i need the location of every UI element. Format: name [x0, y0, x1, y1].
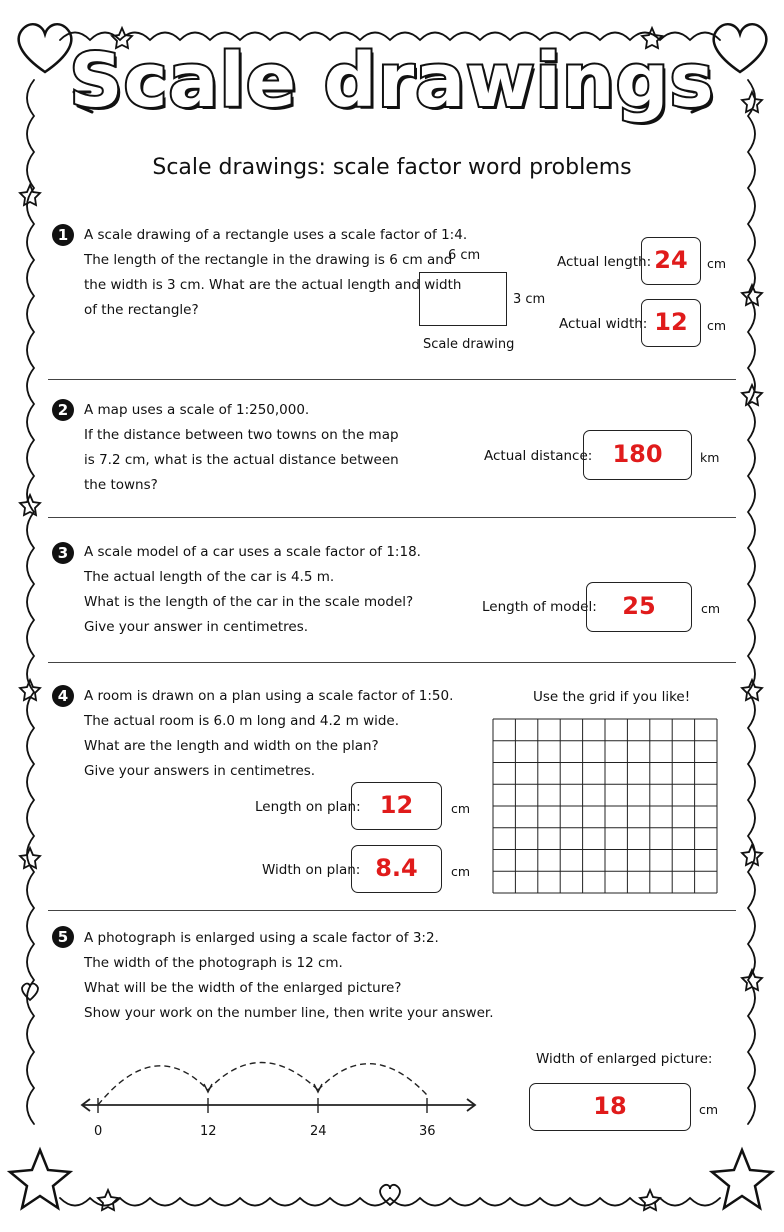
length-of-model-answer[interactable]: 25 [586, 582, 692, 632]
question-line: A map uses a scale of 1:250,000. [84, 402, 310, 418]
tick-label-36: 36 [419, 1124, 436, 1139]
grid-caption: Use the grid if you like! [533, 689, 691, 705]
divider [48, 910, 736, 911]
question-3-number: 3 [52, 542, 74, 564]
question-line: A room is drawn on a plan using a scale factor of 1:50. [84, 688, 454, 704]
question-2-number: 2 [52, 399, 74, 421]
actual-distance-label: Actual distance: [484, 448, 593, 464]
question-5-text [84, 926, 494, 1026]
question-line: the towns? [84, 477, 158, 493]
length-on-plan-unit: cm [451, 801, 471, 816]
question-line: If the distance between two towns on the map [84, 427, 399, 443]
question-line: A photograph is enlarged using a scale factor of 3:2. [84, 930, 439, 946]
question-line: A scale model of a car uses a scale factor of 1:18. [84, 544, 421, 560]
question-line: Give your answer in centimetres. [84, 619, 309, 635]
actual-width-unit: cm [707, 318, 727, 333]
question-line: What will be the width of the enlarged picture? [84, 980, 402, 996]
question-line: What is the length of the car in the scale model? [84, 594, 414, 610]
actual-distance-answer[interactable]: 180 [583, 430, 692, 480]
question-5-number: 5 [52, 926, 74, 948]
question-3-text [84, 540, 421, 640]
actual-distance-unit: km [700, 450, 720, 465]
actual-length-unit: cm [707, 256, 727, 271]
tick-label-12: 12 [200, 1124, 217, 1139]
question-line: The length of the rectangle in the drawing is 6 cm and [84, 252, 453, 268]
length-of-model-label: Length of model: [482, 599, 597, 615]
divider [48, 379, 736, 380]
width-on-plan-answer[interactable]: 8.4 [351, 845, 442, 893]
question-line: Give your answers in centimetres. [84, 763, 316, 779]
divider [48, 517, 736, 518]
actual-width-label: Actual width: [559, 316, 648, 332]
enlarged-width-label: Width of enlarged picture: [536, 1051, 713, 1067]
enlarged-width-unit: cm [699, 1102, 719, 1117]
width-on-plan-label: Width on plan: [262, 862, 361, 878]
page-title: Scale drawings [69, 38, 715, 124]
question-4-number: 4 [52, 685, 74, 707]
length-of-model-unit: cm [701, 601, 721, 616]
actual-length-label: Actual length: [557, 254, 652, 270]
tick-label-0: 0 [94, 1124, 103, 1139]
enlarged-width-answer[interactable]: 18 [529, 1083, 691, 1131]
scale-drawing-rectangle [419, 272, 507, 326]
length-on-plan-answer[interactable]: 12 [351, 782, 442, 830]
question-line: is 7.2 cm, what is the actual distance between [84, 452, 399, 468]
length-on-plan-label: Length on plan: [255, 799, 361, 815]
drawing-grid[interactable] [492, 718, 718, 894]
question-line: What are the length and width on the plan? [84, 738, 379, 754]
question-1-text [84, 223, 467, 323]
question-line: of the rectangle? [84, 302, 199, 318]
question-line: The width of the photograph is 12 cm. [84, 955, 343, 971]
question-line: Show your work on the number line, then write your answer. [84, 1005, 494, 1021]
question-1-number: 1 [52, 224, 74, 246]
question-line: A scale drawing of a rectangle uses a scale factor of 1:4. [84, 227, 468, 243]
tick-label-24: 24 [310, 1124, 327, 1139]
rectangle-length-label: 6 cm [448, 248, 481, 263]
actual-length-answer[interactable]: 24 [641, 237, 701, 285]
question-line: the width is 3 cm. What are the actual length and width [84, 277, 462, 293]
question-4-text [84, 684, 453, 784]
page-subtitle: Scale drawings: scale factor word problems [152, 155, 632, 180]
rectangle-width-label: 3 cm [513, 292, 546, 307]
question-2-text [84, 398, 399, 498]
width-on-plan-unit: cm [451, 864, 471, 879]
question-line: The actual length of the car is 4.5 m. [84, 569, 335, 585]
divider [48, 662, 736, 663]
actual-width-answer[interactable]: 12 [641, 299, 701, 347]
scale-drawing-caption: Scale drawing [423, 337, 515, 352]
question-line: The actual room is 6.0 m long and 4.2 m wide. [84, 713, 400, 729]
